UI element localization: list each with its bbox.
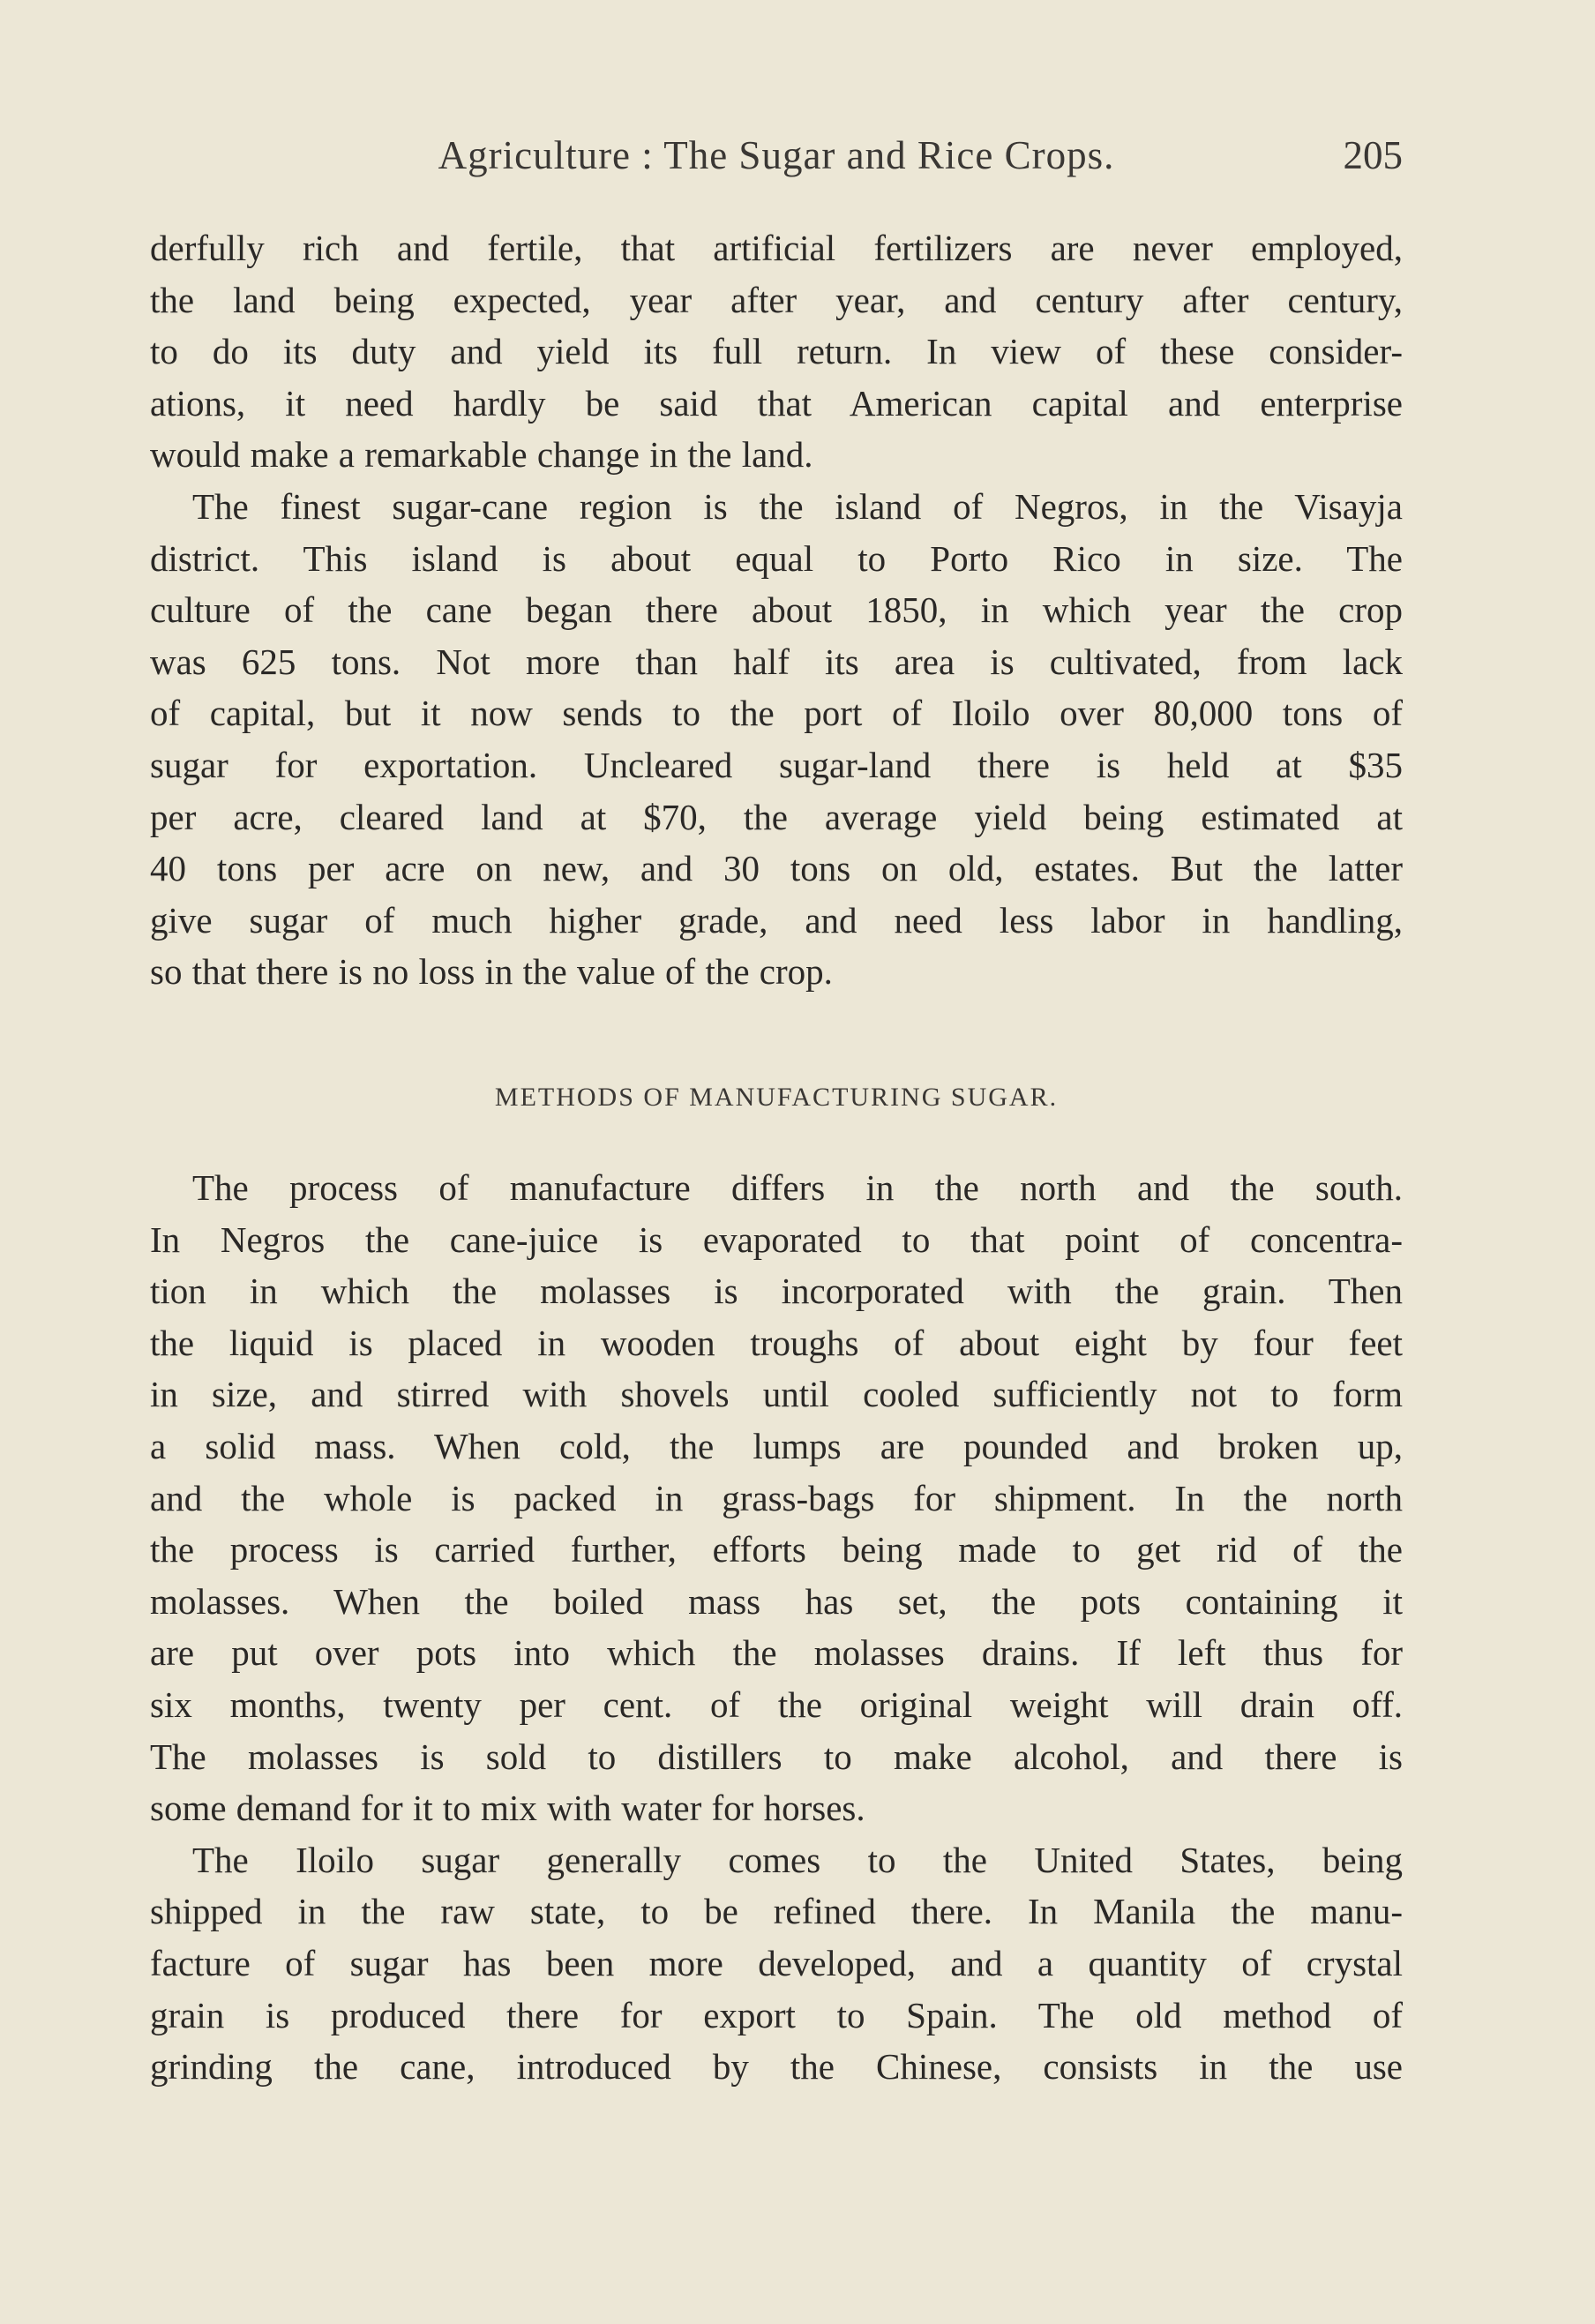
text-line: culture of the cane began there about 1850, in which year the crop (150, 589, 1403, 631)
text-line: The process of manufacture differs in the north and the south. (192, 1167, 1403, 1208)
text-line: six months, twenty per cent. of the original weight will drain off. (150, 1683, 1403, 1725)
text-line: grinding the cane, introduced by the Chinese, consists in the use (150, 2046, 1403, 2088)
text-line: the land being expected, year after year, and century after century, (150, 279, 1403, 320)
text-line: a solid mass. When cold, the lumps are pounded and broken up, (150, 1425, 1403, 1466)
text-block-top (150, 222, 1403, 998)
page-number: 205 (1343, 133, 1403, 177)
text-line: district. This island is about equal to Porto Rico in size. The (150, 537, 1403, 579)
text-line: facture of sugar has been more developed, and a quantity of crystal (150, 1942, 1403, 1983)
text-block-bottom (150, 1162, 1403, 2093)
text-line: to do its duty and yield its full return. In view of these consider- (150, 331, 1403, 372)
text-line: In Negros the cane-juice is evaporated to that point of concentra- (150, 1218, 1403, 1260)
text-line: are put over pots into which the molasses drains. If left thus for (150, 1632, 1403, 1674)
text-line: was 625 tons. Not more than half its area is cultivated, from lack (150, 641, 1403, 682)
text-line: The molasses is sold to distillers to make alcohol, and there is (150, 1736, 1403, 1777)
text-line: give sugar of much higher grade, and need less labor in handling, (150, 899, 1403, 941)
text-line: sugar for exportation. Uncleared sugar-land there is held at $35 (150, 744, 1403, 785)
running-head (150, 132, 1403, 194)
text-line: ations, it need hardly be said that American capital and enterprise (150, 382, 1403, 424)
text-line: grain is produced there for export to Spain. The old method of (150, 1994, 1403, 2035)
text-line: tion in which the molasses is incorporated with the grain. Then (150, 1271, 1403, 1312)
text-line: molasses. When the boiled mass has set, the pots containing it (150, 1580, 1403, 1622)
text-line: per acre, cleared land at $70, the average yield being estimated at (150, 796, 1403, 837)
text-line: so that there is no loss in the value of the crop. (150, 951, 833, 993)
text-line: the liquid is placed in wooden troughs of about eight by four feet (150, 1322, 1403, 1363)
text-line: would make a remarkable change in the land. (150, 434, 813, 476)
text-line: in size, and stirred with shovels until cooled sufficiently not to form (150, 1374, 1403, 1415)
text-line: derfully rich and fertile, that artificial fertilizers are never employed, (150, 228, 1403, 268)
text-line: shipped in the raw state, to be refined there. In Manila the manu- (150, 1891, 1403, 1932)
running-title: Agriculture : The Sugar and Rice Crops. (438, 133, 1115, 177)
text-line: and the whole is packed in grass-bags for shipment. In the north (150, 1477, 1403, 1518)
text-line: the process is carried further, efforts being made to get rid of the (150, 1529, 1403, 1571)
text-line: some demand for it to mix with water for horses. (150, 1788, 865, 1829)
text-line: The finest sugar-cane region is the island of Negros, in the Visayja (192, 485, 1403, 527)
text-line: The Iloilo sugar generally comes to the United States, being (192, 1839, 1403, 1880)
text-line: of capital, but it now sends to the port of Iloilo over 80,000 tons of (150, 693, 1403, 734)
section-heading: METHODS OF MANUFACTURING SUGAR. (494, 1083, 1059, 1112)
text-line: 40 tons per acre on new, and 30 tons on old, estates. But the latter (150, 848, 1403, 889)
